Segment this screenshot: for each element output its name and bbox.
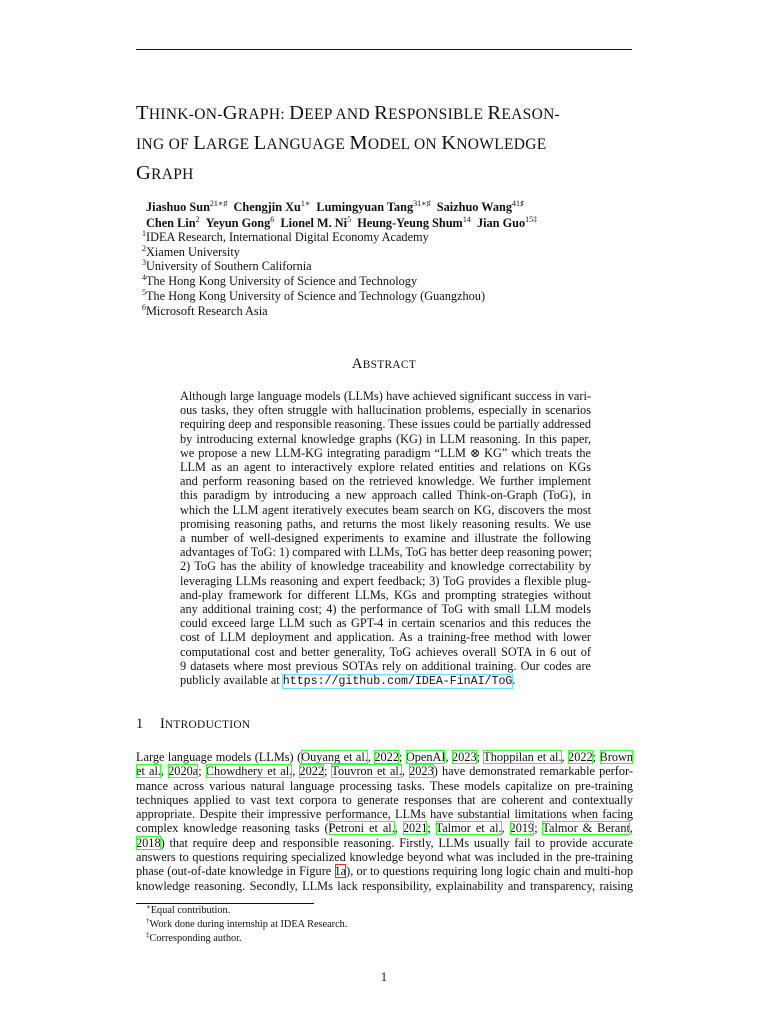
- author-affiliation-marks: 6: [270, 215, 275, 224]
- affiliation-list: [142, 230, 622, 318]
- intro-text: techniques applied to vast text corpora to generate responses that are coherent and contextually: [136, 792, 633, 807]
- abstract-line: leveraging LLMs reasoning and expert feedback; 3) ToG provides a flexible plug-: [180, 573, 591, 588]
- abstract-line: by introducing external knowledge graphs (KG) in LLM reasoning. In this paper,: [180, 431, 591, 446]
- author-affiliation-marks: 2: [195, 215, 200, 224]
- abstract-line: any additional training cost; 4) the performance of ToG with small LLM models: [180, 602, 591, 617]
- citation-link[interactable]: Talmor et al.: [435, 821, 502, 836]
- abstract-line: a number of well-designed experiments to examine and illustrate the following: [180, 531, 591, 546]
- intro-text: mance across various natural language processing tasks. These models capitalize on pre-training: [136, 778, 633, 793]
- affiliation-name: University of Southern California: [146, 259, 312, 274]
- author-name: Jian Guo: [476, 216, 526, 230]
- author-name: Yeyun Gong: [205, 216, 271, 230]
- title-capital: R: [374, 102, 389, 124]
- intro-text: ,: [501, 821, 510, 836]
- author: [316, 200, 430, 214]
- footnote-list: [146, 904, 546, 947]
- intro-line: [136, 850, 633, 864]
- intro-line: [136, 793, 633, 807]
- intro-line: [136, 864, 633, 878]
- abstract-line: Although large language models (LLMs) have achieved significant success in vari-: [180, 389, 591, 403]
- title-small-caps: NOWLEDGE: [456, 136, 547, 153]
- abstract-line: could exceed large LLM such as GPT-4 in certain scenarios and this reduces the: [180, 616, 591, 631]
- intro-line: [136, 807, 633, 821]
- title-small-caps: RAPH: [151, 166, 194, 183]
- author: [357, 216, 471, 230]
- intro-line: [136, 821, 633, 835]
- abstract-line: advantages of ToG: 1) compared with LLMs, ToG has better deep reasoning power;: [180, 545, 593, 560]
- abstract-body: [180, 389, 591, 689]
- affiliation-item: [142, 245, 622, 260]
- author-affiliation-marks: 5: [347, 215, 352, 224]
- author: [477, 216, 537, 230]
- title-line-3: [136, 159, 636, 189]
- author-name: Lionel M. Ni: [280, 216, 348, 230]
- intro-text: ) have demonstrated remarkable perfor-: [433, 764, 633, 779]
- author: [280, 216, 351, 230]
- affiliation-index: 5: [142, 287, 146, 297]
- affiliation-item: [142, 230, 622, 245]
- author-name: Chengjin Xu: [233, 200, 301, 214]
- title-small-caps: ODEL ON: [367, 136, 442, 153]
- title-line-1: [136, 99, 636, 129]
- affiliation-item: [142, 274, 622, 289]
- intro-text: ;: [427, 821, 436, 836]
- title-capital: T: [136, 102, 149, 124]
- intro-line: [136, 836, 633, 850]
- author-affiliation-marks: 14: [462, 215, 471, 224]
- footnote-text: Corresponding author.: [149, 933, 242, 945]
- intro-text: ,: [445, 750, 452, 764]
- abstract-line: and perform reasoning based on the retrieved knowledge. We further implement: [180, 474, 591, 489]
- affiliation-index: 1: [142, 229, 146, 238]
- title-capital: G: [222, 102, 238, 124]
- title-line-2: [136, 129, 636, 159]
- title-small-caps: RAPH:: [237, 106, 290, 123]
- author: [206, 216, 275, 230]
- affiliation-index: 2: [142, 243, 146, 253]
- author-affiliation-marks: 21∗♯: [209, 199, 228, 208]
- citation-link[interactable]: et al.: [136, 764, 161, 779]
- affiliation-item: [142, 289, 622, 304]
- intro-line: [136, 750, 633, 764]
- section-heading-rest: NTRODUCTION: [164, 719, 251, 731]
- citation-link[interactable]: Touvron et al.: [331, 764, 402, 779]
- title-capital: D: [289, 102, 305, 124]
- author-name: Heung-Yeung Shum: [357, 216, 463, 230]
- affiliation-index: 6: [142, 302, 146, 312]
- abstract-line: and-play framework for different LLMs, KGs and prompting strategies without: [180, 587, 591, 602]
- intro-text: knowledge reasoning. Secondly, LLMs lack responsibility, explainability and transparency, raising: [136, 878, 633, 893]
- title-small-caps: EEP AND: [304, 106, 375, 123]
- section-number: 1: [136, 716, 144, 732]
- footnote-mark: ∗: [146, 903, 151, 911]
- abstract-heading-rest: BSTRACT: [362, 359, 417, 371]
- intro-text: ;: [324, 764, 332, 779]
- abstract-line: computational cost and better generality, ToG achieves overall SOTA in 6 out of: [180, 644, 591, 659]
- citation-link[interactable]: Talmor & Berant: [542, 821, 630, 836]
- author: [234, 200, 311, 214]
- author: [437, 200, 524, 214]
- footnote-mark: †: [146, 917, 150, 926]
- page-number: 1: [380, 970, 388, 984]
- footnote-text: Equal contribution.: [150, 905, 231, 916]
- abstract-last-line: [180, 673, 591, 689]
- intro-text: ,: [292, 764, 300, 779]
- author-list: [146, 199, 636, 231]
- abstract-line: 2) ToG has the ability of knowledge traceability and knowledge correctability by: [180, 559, 591, 574]
- author-line-1: [146, 199, 636, 215]
- citation-link[interactable]: 2023: [409, 764, 434, 779]
- introduction-body: [136, 750, 633, 893]
- intro-text: ,: [401, 764, 410, 779]
- title-capital: L: [253, 132, 267, 154]
- intro-text: ;: [592, 750, 600, 764]
- footnote-item: [146, 932, 546, 946]
- abstract-line: cost of LLM deployment and application. As a training-free method with lower: [180, 630, 591, 645]
- author-line-2: [146, 215, 636, 231]
- affiliation-name: The Hong Kong University of Science and Technology (Guangzhou): [146, 288, 486, 303]
- intro-text: ,: [367, 750, 375, 764]
- citation-link[interactable]: 2018: [136, 835, 161, 850]
- citation-link[interactable]: 2019: [509, 821, 535, 836]
- intro-text: ) that require deep and responsible reasoning. Firstly, LLMs usually fail to provide accurate: [160, 835, 633, 850]
- citation-link[interactable]: Brown: [599, 750, 633, 764]
- title-capital: R: [487, 102, 502, 124]
- title-small-caps: HINK-ON-: [148, 106, 223, 123]
- title-small-caps: ING OF: [136, 136, 194, 153]
- abstract-lines: [180, 389, 591, 673]
- citation-link[interactable]: Thoppilan et al.: [483, 750, 562, 764]
- intro-text: Large language models (LLMs) (: [136, 750, 302, 764]
- citation-link[interactable]: Ouyang et al.: [301, 750, 368, 764]
- abstract-heading-cap: A: [351, 356, 363, 372]
- footnote-item: [146, 918, 546, 932]
- title-capital: K: [441, 132, 457, 154]
- citation-link[interactable]: 2022: [568, 750, 593, 764]
- abstract-line: promising reasoning paths, and returns the most likely reasoning results. We use: [180, 516, 591, 531]
- abstract-line: 9 datasets where most previous SOTAs rely on additional training. Our codes are: [180, 658, 591, 673]
- author-name: Jiashuo Sun: [146, 200, 210, 214]
- section-heading-introduction: [136, 716, 250, 733]
- citation-link[interactable]: Petroni et al.: [328, 821, 395, 836]
- affiliation-item: [142, 304, 622, 319]
- intro-text: appropriate. Despite their impressive performance, LLMs have substantial limitations when facing: [136, 807, 633, 822]
- citation-link[interactable]: 2022: [374, 750, 399, 764]
- abstract-line: requiring deep and responsible reasoning. These issues could be partially addressed: [180, 417, 591, 432]
- title-small-caps: ARGE: [206, 136, 254, 153]
- affiliation-index: 4: [142, 273, 146, 283]
- affiliation-name: IDEA Research, International Digital Economy Academy: [146, 230, 429, 244]
- intro-text: complex knowledge reasoning tasks (: [136, 821, 329, 836]
- title-capital: L: [193, 132, 207, 154]
- author-affiliation-marks: 15‡: [525, 215, 538, 224]
- citation-link[interactable]: 2021: [402, 821, 428, 836]
- footnote-text: Work done during internship at IDEA Research.: [149, 919, 348, 931]
- intro-text: ;: [476, 750, 484, 764]
- intro-text: ,: [160, 764, 169, 779]
- affiliation-index: 3: [142, 258, 146, 268]
- citation-link[interactable]: 2022: [299, 764, 325, 779]
- footnote-mark: ‡: [146, 931, 150, 940]
- footnote-item: [146, 904, 546, 918]
- author-name: Lumingyuan Tang: [316, 200, 414, 214]
- title-small-caps: ESPONSIBLE: [388, 106, 488, 123]
- abstract-heading: [0, 356, 768, 373]
- abstract-last-line-prefix: publicly available at: [180, 673, 283, 688]
- abstract-line: this paradigm by introducing a new approach called Think-on-Graph (ToG), in: [180, 488, 591, 503]
- abstract-line: we propose a new LLM-KG integrating paradigm “LLM ⊗ KG” which treats the: [180, 445, 591, 460]
- author-affiliation-marks: 41♯: [512, 199, 525, 208]
- citation-link[interactable]: 2023: [452, 750, 477, 764]
- intro-text: ;: [534, 821, 543, 836]
- citation-link[interactable]: Chowdhery et al.: [205, 764, 293, 779]
- code-repository-link[interactable]: https://github.com/IDEA-FinAI/ToG: [282, 675, 513, 689]
- intro-text: ), or to questions requiring long logic chain and multi-hop: [346, 864, 634, 879]
- author-name: Chen Lin: [146, 216, 196, 230]
- abstract-line: LLM as an agent to interactively explore related entities and relations on KGs: [180, 460, 591, 475]
- section-heading-cap: I: [160, 716, 165, 732]
- intro-line: [136, 779, 633, 793]
- title-small-caps: EASON-: [501, 106, 561, 123]
- affiliation-name: Xiamen University: [146, 244, 240, 259]
- top-rule: [136, 49, 632, 50]
- intro-line: [136, 879, 633, 893]
- abstract-line: which the LLM agent iteratively executes beam search on KG, discovers the most: [180, 502, 591, 517]
- author-name: Saizhuo Wang: [436, 200, 513, 214]
- figure-reference-link[interactable]: 1a: [334, 864, 347, 879]
- title-small-caps: ANGUAGE: [266, 136, 350, 153]
- abstract-line: ous tasks, they often struggle with hallucination problems, especially in scenarios: [180, 403, 591, 418]
- intro-text: ;: [198, 764, 206, 779]
- affiliation-name: The Hong Kong University of Science and Technology: [146, 274, 418, 289]
- intro-text: answers to questions requiring specialized knowledge beyond what was included in the pre-training: [136, 850, 633, 865]
- citation-link[interactable]: OpenAI: [405, 750, 446, 764]
- author: [146, 216, 200, 230]
- citation-link[interactable]: 2020a: [168, 764, 199, 779]
- title-capital: M: [349, 132, 368, 154]
- intro-text: phase (out-of-date knowledge in Figure: [136, 864, 335, 879]
- affiliation-name: Microsoft Research Asia: [146, 303, 268, 318]
- intro-text: ,: [629, 821, 633, 836]
- intro-text: ,: [394, 821, 403, 836]
- intro-line: [136, 764, 633, 778]
- affiliation-item: [142, 259, 622, 274]
- author: [146, 200, 227, 214]
- author-affiliation-marks: 31∗♯: [413, 199, 431, 208]
- intro-text: ,: [561, 750, 569, 764]
- author-affiliation-marks: 1∗: [300, 199, 311, 208]
- title-capital: G: [136, 162, 152, 184]
- abstract-last-line-suffix: .: [512, 673, 516, 688]
- paper-title: [136, 99, 636, 189]
- intro-text: ;: [398, 750, 406, 764]
